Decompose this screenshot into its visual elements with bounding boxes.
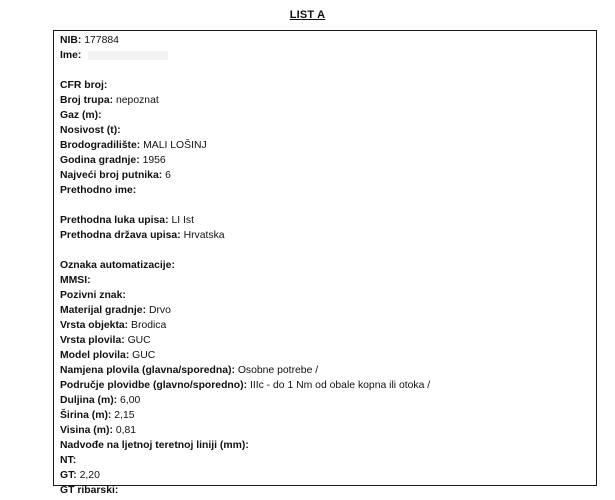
field-nadvode (60, 438, 590, 453)
field-label: MMSI: (60, 275, 91, 286)
field-value: 2,20 (79, 470, 100, 481)
field-label: Širina (m): (60, 410, 112, 421)
field-label: Oznaka automatizacije: (60, 260, 175, 271)
spacer (60, 198, 590, 213)
field-value: Drvo (148, 305, 171, 316)
field-oznaka-automatizacije (60, 258, 590, 273)
field-label: Nadvođe na ljetnoj teretnoj liniji (mm): (60, 440, 249, 451)
field-value: Osobne potrebe / (237, 365, 319, 376)
field-godina-gradnje (60, 153, 590, 168)
spacer (60, 243, 590, 258)
field-gt (60, 468, 590, 483)
spacer (60, 63, 590, 78)
field-pozivni-znak (60, 288, 590, 303)
document-title: LIST A (289, 9, 326, 21)
field-model-plovila (60, 348, 590, 363)
field-label: Ime: (60, 50, 82, 61)
field-label: NIB: (60, 35, 82, 46)
field-label: Prethodna država upisa: (60, 230, 181, 241)
field-label: Model plovila: (60, 350, 130, 361)
field-vrsta-objekta (60, 318, 590, 333)
field-label: Nosivost (t): (60, 125, 121, 136)
field-value: GUC (132, 350, 156, 361)
field-label: Najveći broj putnika: (60, 170, 163, 181)
field-value: 2,15 (114, 410, 135, 421)
field-label: Duljina (m): (60, 395, 118, 406)
field-value: 6,00 (120, 395, 141, 406)
field-label: GT: (60, 470, 77, 481)
field-prethodno-ime (60, 183, 590, 198)
field-label: GT ribarski: (60, 485, 119, 496)
field-label: Gaz (m): (60, 110, 102, 121)
field-brodogradiliste (60, 138, 590, 153)
field-mmsi (60, 273, 590, 288)
field-najveci-broj-putnika (60, 168, 590, 183)
field-label: Područje plovidbe (glavno/sporedno): (60, 380, 248, 391)
field-label: Vrsta objekta: (60, 320, 129, 331)
field-value: MALI LOŠINJ (143, 140, 207, 151)
field-nt (60, 453, 590, 468)
field-label: Vrsta plovila: (60, 335, 125, 346)
field-label: Prethodna luka upisa: (60, 215, 169, 226)
field-label: CFR broj: (60, 80, 108, 91)
field-value: Brodica (131, 320, 167, 331)
field-nib (60, 33, 590, 48)
field-cfr-broj (60, 78, 590, 93)
field-materijal-gradnje (60, 303, 590, 318)
field-visina (60, 423, 590, 438)
redacted-value (88, 51, 168, 60)
field-broj-trupa (60, 93, 590, 108)
field-value: 6 (165, 170, 171, 181)
field-label: Brodogradilište: (60, 140, 141, 151)
field-label: Visina (m): (60, 425, 113, 436)
field-value: IIIc - do 1 Nm od obale kopna ili otoka / (249, 380, 431, 391)
field-gaz (60, 108, 590, 123)
field-value: nepoznat (116, 95, 159, 106)
field-label: Godina gradnje: (60, 155, 140, 166)
field-prethodna-luka-upisa (60, 213, 590, 228)
field-label: Namjena plovila (glavna/sporedna): (60, 365, 235, 376)
field-duljina (60, 393, 590, 408)
field-label: Materijal gradnje: (60, 305, 147, 316)
field-value: 0,81 (115, 425, 137, 436)
record-content (60, 33, 590, 498)
field-vrsta-plovila (60, 333, 590, 348)
field-label: NT: (60, 455, 77, 466)
field-prethodna-drzava-upisa (60, 228, 590, 243)
field-sirina (60, 408, 590, 423)
field-label: Pozivni znak: (60, 290, 126, 301)
field-value: Hrvatska (183, 230, 225, 241)
field-label: Broj trupa: (60, 95, 114, 106)
field-value: GUC (127, 335, 151, 346)
field-value: 177884 (84, 35, 119, 46)
field-ime (60, 48, 590, 63)
field-value: LI Ist (171, 215, 194, 226)
field-label: Prethodno ime: (60, 185, 137, 196)
field-namjena-plovila (60, 363, 590, 378)
field-gt-ribarski (60, 483, 590, 498)
field-value: 1956 (142, 155, 166, 166)
field-podrucje-plovidbe (60, 378, 590, 393)
field-nosivost (60, 123, 590, 138)
